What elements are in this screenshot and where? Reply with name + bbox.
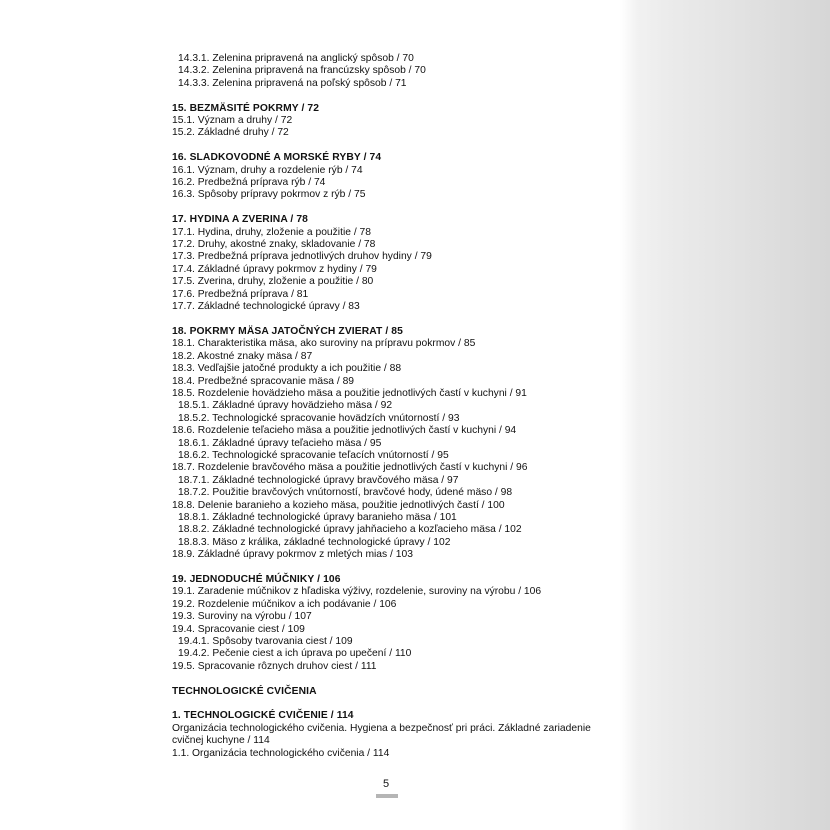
chapter-heading: 18. POKRMY MÄSA JATOČNÝCH ZVIERAT / 85: [172, 325, 403, 337]
toc-entry: 18.5. Rozdelenie hovädzieho mäsa a použitie jednotlivých častí v kuchyni / 91: [172, 387, 527, 399]
toc-entry: 18.3. Vedľajšie jatočné produkty a ich použitie / 88: [172, 363, 402, 375]
toc-section-s19: [172, 574, 592, 673]
toc-section-s14cont: [172, 53, 592, 90]
toc-subentry: 18.5.1. Základné úpravy hovädzieho mäsa / 92: [178, 400, 393, 412]
table-of-contents: [172, 53, 592, 760]
toc-subentry: 18.8.1. Základné technologické úpravy baranieho mäsa / 101: [178, 511, 457, 523]
chapter-heading: 15. BEZMÄSITÉ POKRMY / 72: [172, 102, 320, 114]
toc-section-s18: [172, 326, 592, 562]
toc-entry: 17.5. Zverina, druhy, zloženie a použitie / 80: [172, 276, 374, 288]
toc-subentry: 14.3.1. Zelenina pripravená na anglický spôsob / 70: [178, 53, 414, 64]
page-number-bar: [376, 794, 398, 798]
toc-section-t1: [172, 710, 592, 760]
chapter-heading: 19. JEDNODUCHÉ MÚČNIKY / 106: [172, 573, 341, 585]
toc-section-s16: [172, 152, 592, 202]
toc-section-s17: [172, 214, 592, 313]
toc-entry: Organizácia technologického cvičenia. Hygiena a bezpečnosť pri práci. Základné zariadenie cvičnej kuchyne / 114: [172, 722, 591, 747]
toc-subentry: 18.6.1. Základné úpravy teľacieho mäsa / 95: [178, 437, 382, 449]
toc-entry: 18.2. Akostné znaky mäsa / 87: [172, 350, 313, 362]
toc-section-tech: [172, 686, 592, 698]
toc-subentry: 18.7.1. Základné technologické úpravy bravčového mäsa / 97: [178, 474, 459, 486]
section-spacer: [172, 90, 592, 102]
toc-entry: 1.1. Organizácia technologického cvičenia / 114: [172, 747, 390, 759]
section-spacer: [172, 562, 592, 574]
section-spacer: [172, 313, 592, 325]
toc-subentry: 19.4.1. Spôsoby tvarovania ciest / 109: [178, 636, 353, 648]
toc-entry: 19.5. Spracovanie rôznych druhov ciest / 111: [172, 660, 377, 672]
toc-entry: 19.2. Rozdelenie múčnikov a ich podávanie / 106: [172, 598, 397, 610]
toc-subentry: 18.7.2. Použitie bravčových vnútorností, bravčové hody, údené mäso / 98: [178, 487, 513, 499]
section-spacer: [172, 202, 592, 214]
toc-entry: 18.8. Delenie baranieho a kozieho mäsa, použitie jednotlivých častí / 100: [172, 499, 505, 511]
toc-entry: 19.4. Spracovanie ciest / 109: [172, 623, 305, 635]
chapter-heading: 16. SLADKOVODNÉ A MORSKÉ RYBY / 74: [172, 152, 382, 164]
section-spacer: [172, 673, 592, 685]
toc-section-s15: [172, 103, 592, 140]
toc-entry: 15.1. Význam a druhy / 72: [172, 115, 293, 127]
chapter-heading: TECHNOLOGICKÉ CVIČENIA: [172, 685, 317, 697]
section-spacer: [172, 140, 592, 152]
toc-entry: 17.1. Hydina, druhy, zloženie a použitie / 78: [172, 226, 372, 238]
toc-subentry: 14.3.3. Zelenina pripravená na poľský spôsob / 71: [178, 77, 407, 89]
toc-entry: 16.2. Predbežná príprava rýb / 74: [172, 177, 326, 189]
toc-entry: 18.4. Predbežné spracovanie mäsa / 89: [172, 375, 355, 387]
toc-entry: 18.9. Základné úpravy pokrmov z mletých mias / 103: [172, 549, 413, 561]
toc-entry: 16.3. Spôsoby prípravy pokrmov z rýb / 75: [172, 189, 366, 201]
page-number: 5: [382, 778, 390, 790]
toc-entry: 17.2. Druhy, akostné znaky, skladovanie / 78: [172, 239, 376, 251]
toc-entry: 17.3. Predbežná príprava jednotlivých druhov hydiny / 79: [172, 251, 432, 263]
toc-subentry: 18.8.3. Mäso z králika, základné technologické úpravy / 102: [178, 536, 451, 548]
chapter-heading: 17. HYDINA A ZVERINA / 78: [172, 214, 309, 226]
toc-entry: 17.6. Predbežná príprava / 81: [172, 288, 309, 300]
toc-entry: 15.2. Základné druhy / 72: [172, 127, 289, 139]
toc-entry: 19.1. Zaradenie múčnikov z hľadiska výživy, rozdelenie, suroviny na výrobu / 106: [172, 586, 542, 598]
toc-entry: 16.1. Význam, druhy a rozdelenie rýb / 74: [172, 164, 363, 176]
toc-subentry: 14.3.2. Zelenina pripravená na francúzsky spôsob / 70: [178, 65, 426, 77]
page-edge-shadow: [620, 0, 830, 830]
toc-subentry: 18.8.2. Základné technologické úpravy jahňacieho a kozľacieho mäsa / 102: [178, 524, 522, 536]
toc-entry: 18.1. Charakteristika mäsa, ako suroviny na prípravu pokrmov / 85: [172, 338, 476, 350]
toc-entry: 17.4. Základné úpravy pokrmov z hydiny / 79: [172, 263, 377, 275]
section-spacer: [172, 698, 592, 710]
toc-entry: 17.7. Základné technologické úpravy / 83: [172, 301, 360, 313]
toc-subentry: 18.6.2. Technologické spracovanie teľacích vnútorností / 95: [178, 449, 449, 461]
toc-entry: 18.7. Rozdelenie bravčového mäsa a použitie jednotlivých častí v kuchyni / 96: [172, 462, 528, 474]
toc-entry: 19.3. Suroviny na výrobu / 107: [172, 611, 312, 623]
toc-subentry: 19.4.2. Pečenie ciest a ich úprava po upečení / 110: [178, 648, 412, 660]
toc-entry: 18.6. Rozdelenie teľacieho mäsa a použitie jednotlivých častí v kuchyni / 94: [172, 425, 517, 437]
chapter-heading: 1. TECHNOLOGICKÉ CVIČENIE / 114: [172, 710, 354, 722]
toc-subentry: 18.5.2. Technologické spracovanie hovädzích vnútorností / 93: [178, 412, 460, 424]
